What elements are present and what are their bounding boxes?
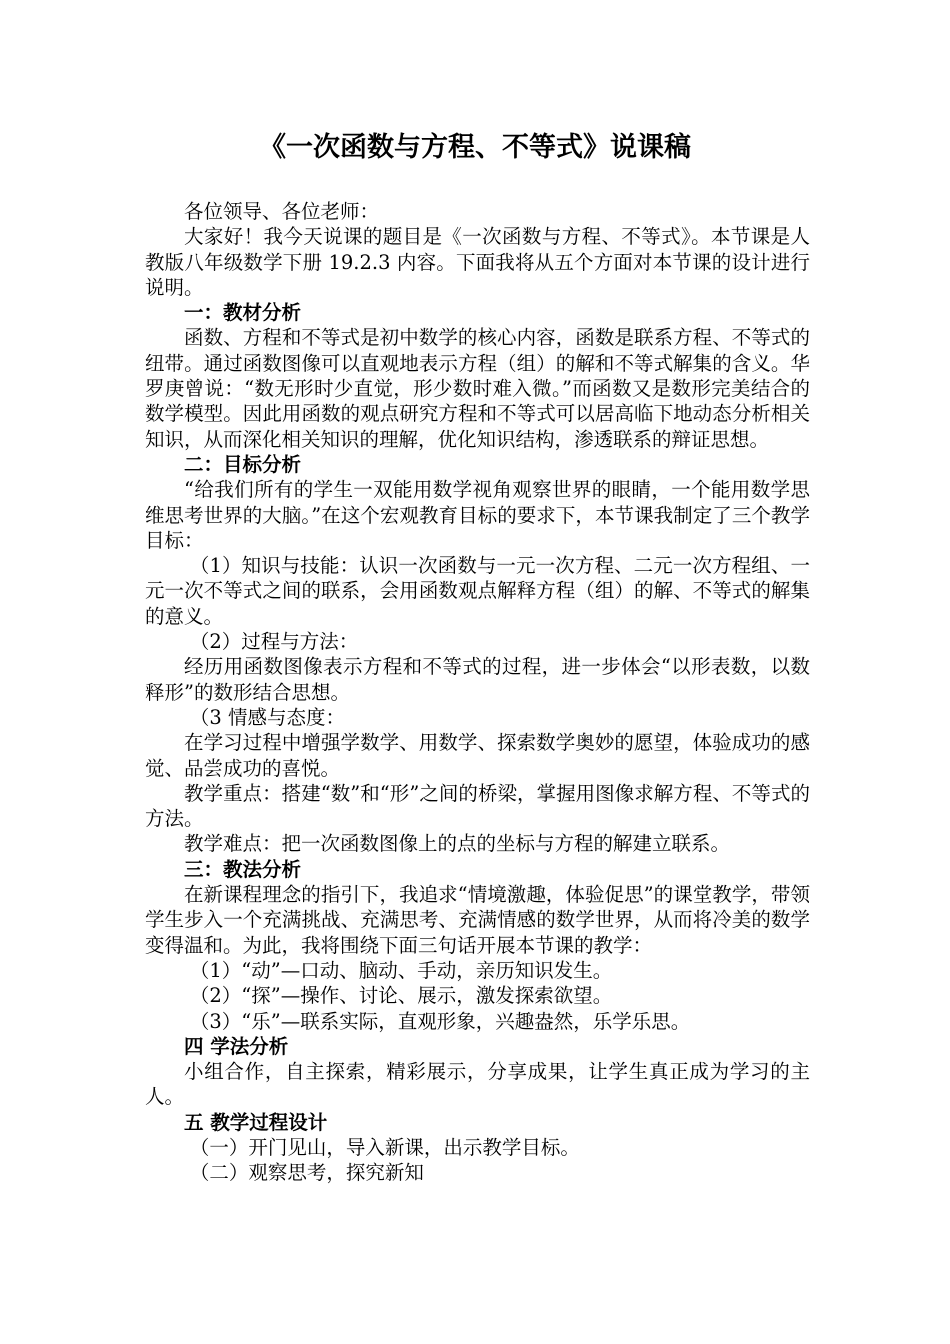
method-item-1: （1）“动”—口动、脑动、手动，亲历知识发生。 [189,958,613,982]
method-item-2: （2）“探”—操作、讨论、展示，激发探索欲望。 [189,984,613,1008]
greeting: 各位领导、各位老师： [184,200,380,223]
document-title: 《一次函数与方程、不等式》说课稿 [259,132,691,163]
goal-emotion-heading: （3 情感与态度： [189,705,345,729]
document-body [145,199,810,1186]
section-heading-process: 五 教学过程设计 [184,1110,328,1134]
goals-intro-paragraph: “给我们所有的学生一双能用数学视角观察世界的眼睛，一个能用数学思维思考世界的大脑。”在这个宏观教育目标的要求下，本节课我制定了三个教学目标： [145,478,810,552]
goal-process-text: 经历用函数图像表示方程和不等式的过程，进一步体会“以形表数，以数释形”的数形结合思想。 [145,655,810,704]
method-item-3: （3）“乐”—联系实际，直观形象，兴趣盎然，乐学乐思。 [189,1009,691,1033]
textbook-paragraph: 函数、方程和不等式是初中数学的核心内容，函数是联系方程、不等式的纽带。通过函数图像可以直观地表示方程（组）的解和不等式解集的含义。华罗庚曾说：“数无形时少直觉，形少数时难入微。”而函数又是数形完美结合的数学模型。因此用函数的观点研究方程和不等式可以居高临下地动态分析相关知识，从而深化相关知识的理解，优化知识结构，渗透联系的辩证思想。 [145,326,810,451]
section-heading-learning: 四 学法分析 [184,1034,289,1058]
teaching-difficulty: 教学难点：把一次函数图像上的点的坐标与方程的解建立联系。 [184,832,731,856]
section-heading-textbook: 一：教材分析 [184,301,302,325]
teaching-key-point: 教学重点：搭建“数”和“形”之间的桥梁，掌握用图像求解方程、不等式的方法。 [145,781,810,831]
goal-emotion-text: 在学习过程中增强学数学、用数学、探索数学奥妙的愿望，体验成功的感觉、品尝成功的喜悦。 [145,731,810,780]
goal-knowledge: （1）知识与技能：认识一次函数与一元一次方程、二元一次方程组、一元一次不等式之间的联系，会用函数观点解释方程（组）的解、不等式的解集的意义。 [145,554,810,628]
section-heading-goals: 二：目标分析 [184,452,302,476]
process-step-1: （一）开门见山，导入新课，出示教学目标。 [189,1135,580,1159]
goal-process-heading: （2）过程与方法： [189,630,359,654]
intro-paragraph: 大家好！我今天说课的题目是《一次函数与方程、不等式》。本节课是人教版八年级数学下册 19.2.3 内容。下面我将从五个方面对本节课的设计进行说明。 [145,225,810,299]
process-step-2: （二）观察思考，探究新知 [189,1161,424,1185]
learning-paragraph: 小组合作，自主探索，精彩展示，分享成果，让学生真正成为学习的主人。 [145,1060,810,1109]
section-heading-method: 三：教法分析 [184,857,302,881]
method-paragraph: 在新课程理念的指引下，我追求“情境激趣，体验促思”的课堂教学，带领学生步入一个充满挑战、充满思考、充满情感的数学世界，从而将冷美的数学变得温和。为此，我将围绕下面三句话开展本节课的教学： [145,883,810,957]
